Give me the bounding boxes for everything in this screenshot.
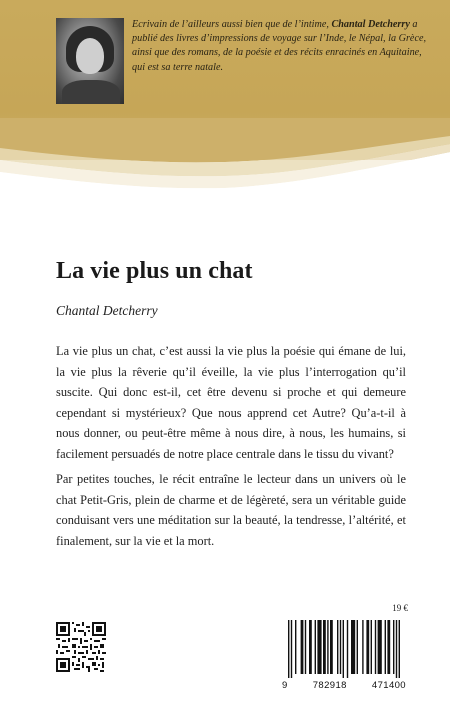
author-photo-body xyxy=(62,80,120,104)
barcode-bar xyxy=(378,620,382,674)
price-label: 19 € xyxy=(392,603,408,613)
barcode-bar xyxy=(362,620,363,674)
bio-author-name: Chantal Detcherry xyxy=(331,19,410,30)
author-bio xyxy=(132,18,432,75)
barcode-bar xyxy=(385,620,386,674)
barcode-bar xyxy=(399,620,400,678)
isbn-first-digit: 9 xyxy=(282,680,288,691)
barcode-bar xyxy=(351,620,355,674)
bio-part1: Ecrivain de l’ailleurs aussi bien que de l’intime, xyxy=(132,19,332,30)
barcode-bar xyxy=(357,620,358,674)
book-author: Chantal Detcherry xyxy=(56,303,158,318)
barcode-bar xyxy=(330,620,333,674)
isbn-barcode xyxy=(278,616,410,698)
isbn-number xyxy=(282,680,406,691)
barcode-bar xyxy=(387,620,390,674)
barcode-bar xyxy=(305,620,306,674)
author-photo-face xyxy=(76,38,104,74)
isbn-group-1: 782918 xyxy=(312,680,347,691)
barcode-bars xyxy=(288,620,400,678)
barcode-bar xyxy=(317,620,321,674)
barcode-bar xyxy=(301,620,304,674)
barcode-bar xyxy=(371,620,372,674)
barcode-bar xyxy=(340,620,341,674)
barcode-bar xyxy=(393,620,394,674)
bio-part2: a publié des livres d’impressions de voyage sur l’Inde, le Népal, la Grèce, ainsi que des romans, de la poésie et des récits enracinés en Aquitaine, qui est sa terre natale. xyxy=(132,19,427,73)
barcode-bar xyxy=(309,620,312,674)
barcode-bar xyxy=(295,620,296,674)
barcode-bar xyxy=(375,620,376,674)
decorative-wave xyxy=(0,118,450,228)
barcode-bar xyxy=(337,620,338,674)
isbn-group-2: 471400 xyxy=(371,680,406,691)
barcode-bar xyxy=(366,620,369,674)
barcode-bar xyxy=(315,620,316,674)
author-photo xyxy=(56,18,124,104)
barcode-bar xyxy=(323,620,326,674)
barcode-bar xyxy=(288,620,289,678)
blurb-paragraph-1: La vie plus un chat, c’est aussi la vie plus la poésie qui émane de lui, la vie plus la rêverie qu’il éveille, la vie plus l’interrogation qu’il suscite. Qui donc est-il, cet être devenu si proche et qui demeure cependant si mystérieux? Que nous apprend cet Autre? Qu’a-t-il à nous donner, ou peut-être même à nous dire, à nous, les humains, si facilement persuadés de notre place centrale dans le tissu du vivant? xyxy=(56,344,406,461)
book-title: La vie plus un chat xyxy=(56,258,253,284)
barcode-bar xyxy=(343,620,344,678)
barcode-bar xyxy=(327,620,328,674)
barcode-bar xyxy=(396,620,397,678)
barcode-bar xyxy=(347,620,348,678)
qr-code xyxy=(56,622,106,672)
blurb-paragraph-2: Par petites touches, le récit entraîne le lecteur dans un univers où le chat Petit-Gris, plein de charme et de légèreté, sera un véritable guide conduisant vers une méditation sur la beauté, la tendresse, l’altérité, et finalement, sur la vie et la mort. xyxy=(56,472,406,548)
barcode-bar xyxy=(291,620,292,678)
